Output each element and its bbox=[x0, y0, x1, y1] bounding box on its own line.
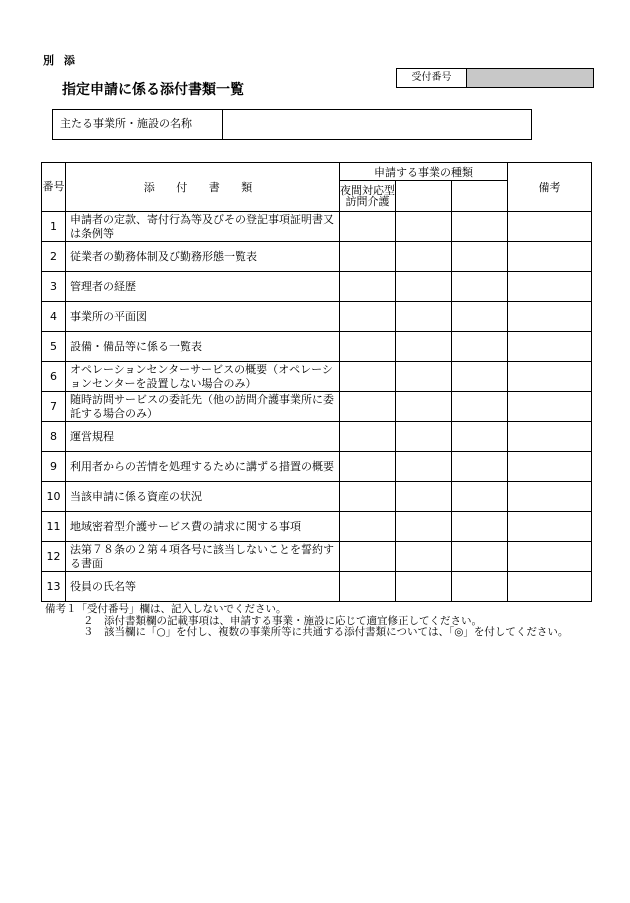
checkmark-cell[interactable] bbox=[452, 242, 508, 272]
checkmark-cell[interactable] bbox=[340, 332, 396, 362]
checkmark-cell[interactable] bbox=[452, 512, 508, 542]
checkmark-cell[interactable] bbox=[452, 452, 508, 482]
checkmark-cell[interactable] bbox=[340, 452, 396, 482]
row-number: 9 bbox=[42, 452, 66, 482]
document-name: 役員の氏名等 bbox=[66, 572, 340, 602]
remarks-cell[interactable] bbox=[508, 212, 592, 242]
documents-table bbox=[41, 162, 592, 602]
note-3: ３ 該当欄に「○」を付し、複数の事業所等に共通する添付書類については、「◎」を付してください。 bbox=[83, 626, 569, 638]
checkmark-cell[interactable] bbox=[452, 482, 508, 512]
row-number: 10 bbox=[42, 482, 66, 512]
document-name: 当該申請に係る資産の状況 bbox=[66, 482, 340, 512]
row-number: 1 bbox=[42, 212, 66, 242]
remarks-cell[interactable] bbox=[508, 452, 592, 482]
document-name: 法第７８条の２第４項各号に該当しないことを誓約する書面 bbox=[66, 542, 340, 572]
document-name: 地域密着型介護サービス費の請求に関する事項 bbox=[66, 512, 340, 542]
checkmark-cell[interactable] bbox=[340, 302, 396, 332]
document-name: 従業者の勤務体制及び勤務形態一覧表 bbox=[66, 242, 340, 272]
table-row bbox=[42, 392, 592, 422]
checkmark-cell[interactable] bbox=[452, 542, 508, 572]
table-row bbox=[42, 422, 592, 452]
header-remarks: 備考 bbox=[508, 163, 592, 212]
checkmark-cell[interactable] bbox=[340, 212, 396, 242]
checkmark-cell[interactable] bbox=[452, 302, 508, 332]
row-number: 13 bbox=[42, 572, 66, 602]
checkmark-cell[interactable] bbox=[340, 572, 396, 602]
header-documents: 添 付 書 類 bbox=[66, 163, 340, 212]
table-row bbox=[42, 272, 592, 302]
facility-name-field[interactable] bbox=[223, 110, 531, 139]
checkmark-cell[interactable] bbox=[396, 272, 452, 302]
row-number: 5 bbox=[42, 332, 66, 362]
page-title: 指定申請に係る添付書類一覧 bbox=[62, 82, 244, 98]
checkmark-cell[interactable] bbox=[340, 512, 396, 542]
checkmark-cell[interactable] bbox=[340, 422, 396, 452]
document-name: オペレーションセンターサービスの概要（オペレーションセンターを設置しない場合のみ） bbox=[66, 362, 340, 392]
table-row bbox=[42, 302, 592, 332]
checkmark-cell[interactable] bbox=[396, 452, 452, 482]
remarks-cell[interactable] bbox=[508, 272, 592, 302]
row-number: 3 bbox=[42, 272, 66, 302]
document-name: 利用者からの苦情を処理するために講ずる措置の概要 bbox=[66, 452, 340, 482]
checkmark-cell[interactable] bbox=[340, 362, 396, 392]
row-number: 2 bbox=[42, 242, 66, 272]
service-type-blank[interactable] bbox=[396, 181, 452, 212]
table-row bbox=[42, 332, 592, 362]
checkmark-cell[interactable] bbox=[396, 212, 452, 242]
remarks-cell[interactable] bbox=[508, 392, 592, 422]
checkmark-cell[interactable] bbox=[452, 362, 508, 392]
checkmark-cell[interactable] bbox=[396, 482, 452, 512]
row-number: 6 bbox=[42, 362, 66, 392]
table-row bbox=[42, 212, 592, 242]
remarks-cell[interactable] bbox=[508, 482, 592, 512]
document-name: 設備・備品等に係る一覧表 bbox=[66, 332, 340, 362]
reception-number-label: 受付番号 bbox=[397, 69, 467, 87]
checkmark-cell[interactable] bbox=[396, 572, 452, 602]
checkmark-cell[interactable] bbox=[452, 422, 508, 452]
row-number: 12 bbox=[42, 542, 66, 572]
checkmark-cell[interactable] bbox=[340, 392, 396, 422]
row-number: 11 bbox=[42, 512, 66, 542]
service-type-blank[interactable] bbox=[452, 181, 508, 212]
reception-number-field[interactable] bbox=[467, 69, 593, 87]
checkmark-cell[interactable] bbox=[452, 332, 508, 362]
checkmark-cell[interactable] bbox=[452, 212, 508, 242]
remarks-cell[interactable] bbox=[508, 512, 592, 542]
document-name: 管理者の経歴 bbox=[66, 272, 340, 302]
checkmark-cell[interactable] bbox=[452, 392, 508, 422]
checkmark-cell[interactable] bbox=[396, 392, 452, 422]
checkmark-cell[interactable] bbox=[340, 242, 396, 272]
checkmark-cell[interactable] bbox=[396, 512, 452, 542]
row-number: 4 bbox=[42, 302, 66, 332]
remarks-cell[interactable] bbox=[508, 542, 592, 572]
row-number: 7 bbox=[42, 392, 66, 422]
facility-name-box bbox=[52, 109, 532, 140]
table-row bbox=[42, 452, 592, 482]
document-name: 随時訪問サービスの委託先（他の訪問介護事業所に委託する場合のみ） bbox=[66, 392, 340, 422]
checkmark-cell[interactable] bbox=[396, 542, 452, 572]
note-2: ２ 添付書類欄の記載事項は、申請する事業・施設に応じて適宜修正してください。 bbox=[83, 614, 482, 627]
remarks-cell[interactable] bbox=[508, 302, 592, 332]
remarks-cell[interactable] bbox=[508, 332, 592, 362]
note-1: 備考１「受付番号」欄は、記入しないでください。 bbox=[45, 603, 287, 615]
checkmark-cell[interactable] bbox=[396, 302, 452, 332]
table-row bbox=[42, 242, 592, 272]
remarks-cell[interactable] bbox=[508, 362, 592, 392]
attachment-label: 別 添 bbox=[43, 54, 78, 67]
service-type-night-visit: 夜間対応型訪問介護 bbox=[340, 181, 396, 212]
remarks-cell[interactable] bbox=[508, 572, 592, 602]
checkmark-cell[interactable] bbox=[396, 362, 452, 392]
document-name: 事業所の平面図 bbox=[66, 302, 340, 332]
reception-number-box bbox=[396, 68, 594, 88]
table-row bbox=[42, 482, 592, 512]
document-name: 申請者の定款、寄付行為等及びその登記事項証明書又は条例等 bbox=[66, 212, 340, 242]
checkmark-cell[interactable] bbox=[340, 482, 396, 512]
checkmark-cell[interactable] bbox=[340, 272, 396, 302]
checkmark-cell[interactable] bbox=[396, 242, 452, 272]
checkmark-cell[interactable] bbox=[452, 272, 508, 302]
header-number: 番号 bbox=[42, 163, 66, 212]
header-service-types: 申請する事業の種類 bbox=[340, 163, 508, 181]
remarks-cell[interactable] bbox=[508, 242, 592, 272]
checkmark-cell[interactable] bbox=[396, 332, 452, 362]
document-name: 運営規程 bbox=[66, 422, 340, 452]
checkmark-cell[interactable] bbox=[452, 572, 508, 602]
table-row bbox=[42, 572, 592, 602]
row-number: 8 bbox=[42, 422, 66, 452]
checkmark-cell[interactable] bbox=[340, 542, 396, 572]
table-row bbox=[42, 362, 592, 392]
table-row bbox=[42, 542, 592, 572]
table-row bbox=[42, 512, 592, 542]
facility-name-label: 主たる事業所・施設の名称 bbox=[53, 110, 223, 139]
notes bbox=[41, 604, 568, 639]
checkmark-cell[interactable] bbox=[396, 422, 452, 452]
remarks-cell[interactable] bbox=[508, 422, 592, 452]
